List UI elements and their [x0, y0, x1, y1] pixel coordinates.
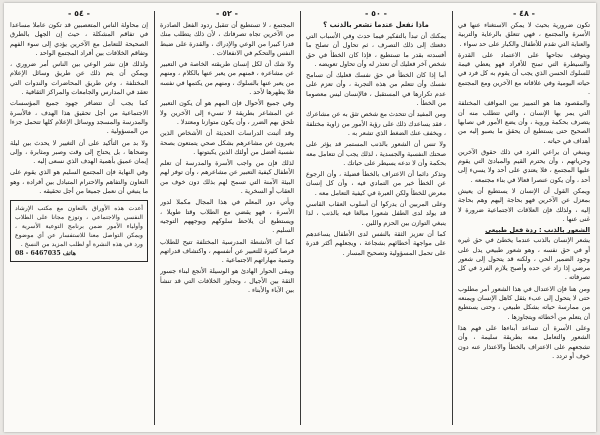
paragraph: والمقصود هنا هو التمييز بين المواقف المختلفة التي يمر بها الإنسان ، والتي تتطلب منه أن يتصرف بحكمة وروية ، وأن يضع الأمور في نصابها الصحيح حتى يستطيع أن يحقق ما يصبو إليه من أهداف في حياته . [458, 99, 590, 145]
column-divider [300, 11, 301, 425]
paragraph: يمكنك أن تبدأ بالتفكير فيما حدث وفي الأسباب التي دفعتك إلى ذلك التصرف ، ثم تحاول أن تصلح ما أفسدته بقدر ما تستطيع ، فإذا كان الخطأ في حق شخص آخر فعليك أن تعتذر له وأن تحاول تعويضه . [306, 32, 446, 68]
section-heading: ماذا نفعل عندما نشعر بالذنب ؟ [323, 21, 429, 29]
subheading: الشعور بالذنب : ردة فعل طبيعي [485, 226, 590, 235]
paragraph: ولا بد من التأكيد على أن التغيير لا يحدث بين ليلة وضحاها ، بل يحتاج إلى وقت وصبر ومثابرة ، وإلى إيمان عميق بأهمية الهدف الذي نسعى إليه . [10, 138, 148, 166]
page-column-3 [160, 9, 294, 427]
info-box-text: أعدت هذه الأوراق بالتعاون مع مكتب الإرشاد النفسي والاجتماعي ، وتوزع مجانا على الطلاب وأولياء الأمور ضمن برنامج التوعية الأسرية ، ويمكن التواصل معنا للاستفسار عن أي موضوع ورد في هذه النشرة أو لطلب المزيد من النسخ . [15, 205, 143, 249]
page-number: - ٤٨ - [513, 9, 535, 18]
phone-label: هاتف [62, 250, 77, 258]
paragraph: ويبقى الحوار الهادئ هو الوسيلة الأنجع لبناء جسور الثقة بين الأجيال ، وتجاوز الخلافات التي قد تنشأ بين الآباء والأبناء . [160, 267, 294, 295]
phone-number: 08 - 6467035 [15, 250, 61, 258]
paragraph: وقد أثبتت الدراسات الحديثة أن الأشخاص الذين يعبرون عن مشاعرهم بشكل صحي يتمتعون بصحة نفسية أفضل من أولئك الذين يكبتونها . [160, 129, 294, 156]
paragraph: ويأتي دور المعلم في هذا المجال مكملا لدور الأسرة ، فهو يقضي مع الطلاب وقتا طويلا ، ويستطيع أن يلاحظ سلوكهم ويوجههم التوجيه السليم . [160, 198, 294, 235]
paragraph: وعلى الأسرة أن تساعد أبناءها على فهم هذا الشعور والتعامل معه بطريقة سليمة ، وأن تشجعهم على الاعتراف بالخطأ والاعتذار عنه دون خوف أو تردد . [458, 323, 590, 360]
column-divider [154, 11, 155, 425]
paragraph: ولا تنس أن الشعور بالذنب المستمر قد يؤثر على صحتك النفسية والجسدية ، لذلك يجب أن تتعامل معه بحكمة وأن لا تدعه يسيطر على حياتك . [306, 140, 446, 167]
paragraph: ولا شك أن لكل إنسان طريقته الخاصة في التعبير عن مشاعره ، فمنهم من يعبر عنها بالكلام ، ومنهم من يعبر عنها بالسلوك ، ومنهم من يكتمها في نفسه فلا يظهرها لأحد . [160, 60, 294, 97]
paragraph: وفي جميع الأحوال فإن المهم هو أن يكون التعبير عن المشاعر بطريقة لا تسيء إلى الآخرين ولا تلحق بهم الضرر ، وأن يكون متوازنا ومعتدلا . [160, 99, 294, 126]
paragraph: ولذلك فإن نشر الوعي بين الناس أمر ضروري ، ويمكن أن يتم ذلك عن طريق وسائل الإعلام المختلفة ، وعن طريق المحاضرات والندوات التي تعقد في المدارس والجامعات والمراكز الثقافية . [10, 60, 148, 97]
paragraph: وتذكر دائما أن الاعتراف بالخطأ فضيلة ، وأن الرجوع عن الخطأ خير من التمادي فيه ، وأن كل إنسان معرض للخطأ ولكن العبرة في كيفية التعامل معه . [306, 170, 446, 197]
page-number: - ٥٢ - [216, 9, 238, 18]
paragraph: وفي النهاية فإن المجتمع السليم هو الذي يقوم على التعاون والتفاهم والاحترام المتبادل بين أفراده ، وهو ما ينبغي أن نعمل جميعا من أجل تحقيقه . [10, 168, 148, 196]
paragraph: ويتوقف نجاحها على الاعتماد على القدرة والسيطرة التي تمنح للأفراد فهو يعطي قيمة للسلوك الحسن الذي يجب أن يقوم به كل فرد في حياته اليومية وفي علاقاته مع الآخرين ومع المجتمع . [458, 50, 590, 97]
paragraph: وينبغي أن يراعي الفرد في ذلك حقوق الآخرين وحرياتهم ، وأن يحترم القيم والمبادئ التي يقوم عليها المجتمع ، فلا يعتدي على أحد ولا يسيء إلى أحد ، وأن يكون عنصرا فعالا في بناء مجتمعه . [458, 147, 590, 184]
column-divider [452, 11, 453, 425]
paragraph: المجتمع ، لا تستطيع أن تتقبل ردود الفعل الصادرة من الآخرين تجاه تصرفاتك ، لأن ذلك يتطلب منك قدرا كبيرا من الوعي والإدراك ، والقدرة على ضبط النفس والتحكم في الانفعالات . [160, 21, 294, 57]
page-number: - ٥٠ - [365, 9, 387, 18]
paragraph: ومن هنا فإن الاعتدال في هذا الشعور أمر مطلوب حتى لا يتحول إلى عبء يثقل كاهل الإنسان ويمنعه من ممارسة حياته بشكل طبيعي ، وحتى يستطيع أن يتعلم من أخطائه ويتجاوزها . [458, 284, 590, 321]
paragraph: إن محاولة الناس المتعصبين قد تكون عاملا مساعدا في تفاقم المشكلة ، حيث إن الجهل بالطرق الصحيحة للتعامل مع الآخرين يؤدي إلى سوء الفهم وتفاقم الخلافات بين أفراد المجتمع الواحد . [10, 21, 148, 57]
document-sheet [4, 3, 596, 432]
paragraph: ومن المفيد أن تتحدث مع شخص تثق به عن مشاعرك ، فقد يساعدك ذلك على رؤية الأمور من زاوية مختلفة ، ويخفف عنك الضغط الذي تشعر به . [306, 110, 446, 137]
paragraph: كما أن تعزيز الثقة بالنفس لدى الأطفال يساعدهم على مواجهة أخطائهم بشجاعة ، ويجعلهم أكثر قدرة على تحمل المسؤولية وتصحيح المسار . [306, 229, 446, 257]
page-column-2 [306, 9, 446, 427]
paragraph: ويمكن القول أن الإنسان لا يستطيع أن يعيش بمعزل عن الآخرين فهو بحاجة إليهم وهم بحاجة إليه ، ولذلك فإن العلاقات الاجتماعية ضرورة لا غنى عنها . [458, 187, 590, 223]
page-column-1 [458, 9, 590, 427]
info-box [10, 200, 148, 262]
paragraph: لذلك فإن من واجب الأسرة والمدرسة أن تعلم الأطفال كيفية التعبير عن مشاعرهم ، وأن توفر لهم البيئة الآمنة التي تسمح لهم بذلك دون خوف من العقاب أو السخرية . [160, 159, 294, 196]
paragraph: أما إذا كان الخطأ في حق نفسك فعليك أن تسامح نفسك وأن تتعلم من هذه التجربة ، وأن تعزم على عدم تكرارها في المستقبل ، فالإنسان ليس معصوما من الخطأ . [306, 71, 446, 108]
page-number: - ٥٤ - [68, 9, 90, 18]
page-column-4 [10, 9, 148, 427]
paragraph: وعلى المربين أن يدركوا أن أسلوب العقاب القاسي قد يولد لدى الطفل شعورا مبالغا فيه بالذنب ، لذا ينبغي التوازن بين الحزم واللين . [306, 200, 446, 227]
paragraph: كما يجب أن تتضافر جهود جميع المؤسسات الاجتماعية من أجل تحقيق هذا الهدف ، فالأسرة والمدرسة والمسجد ووسائل الإعلام كلها تتحمل جزءا من المسؤولية . [10, 99, 148, 136]
paragraph: كما أن الأنشطة المدرسية المختلفة تتيح للطلاب فرصا كثيرة للتعبير عن أنفسهم ، واكتشاف قدراتهم وتنمية مهاراتهم الاجتماعية . [160, 237, 294, 265]
paragraph: تكون ضرورية بحيث لا يمكن الاستغناء عنها في الأسرة والمجتمع ، فهي تتعلق بالرعاية والتربية والعناية التي تقدم للأطفال والكبار على حد سواء . [458, 21, 590, 48]
paragraph: يشعر الإنسان بالذنب عندما يخطئ في حق غيره أو في حق نفسه ، وهو شعور طبيعي يدل على وجود الضمير الحي ، ولكنه قد يتحول إلى شعور مرضي إذا زاد عن حده وأصبح يلازم الفرد في كل تصرفاته . [458, 236, 590, 282]
phone-line [15, 249, 143, 258]
